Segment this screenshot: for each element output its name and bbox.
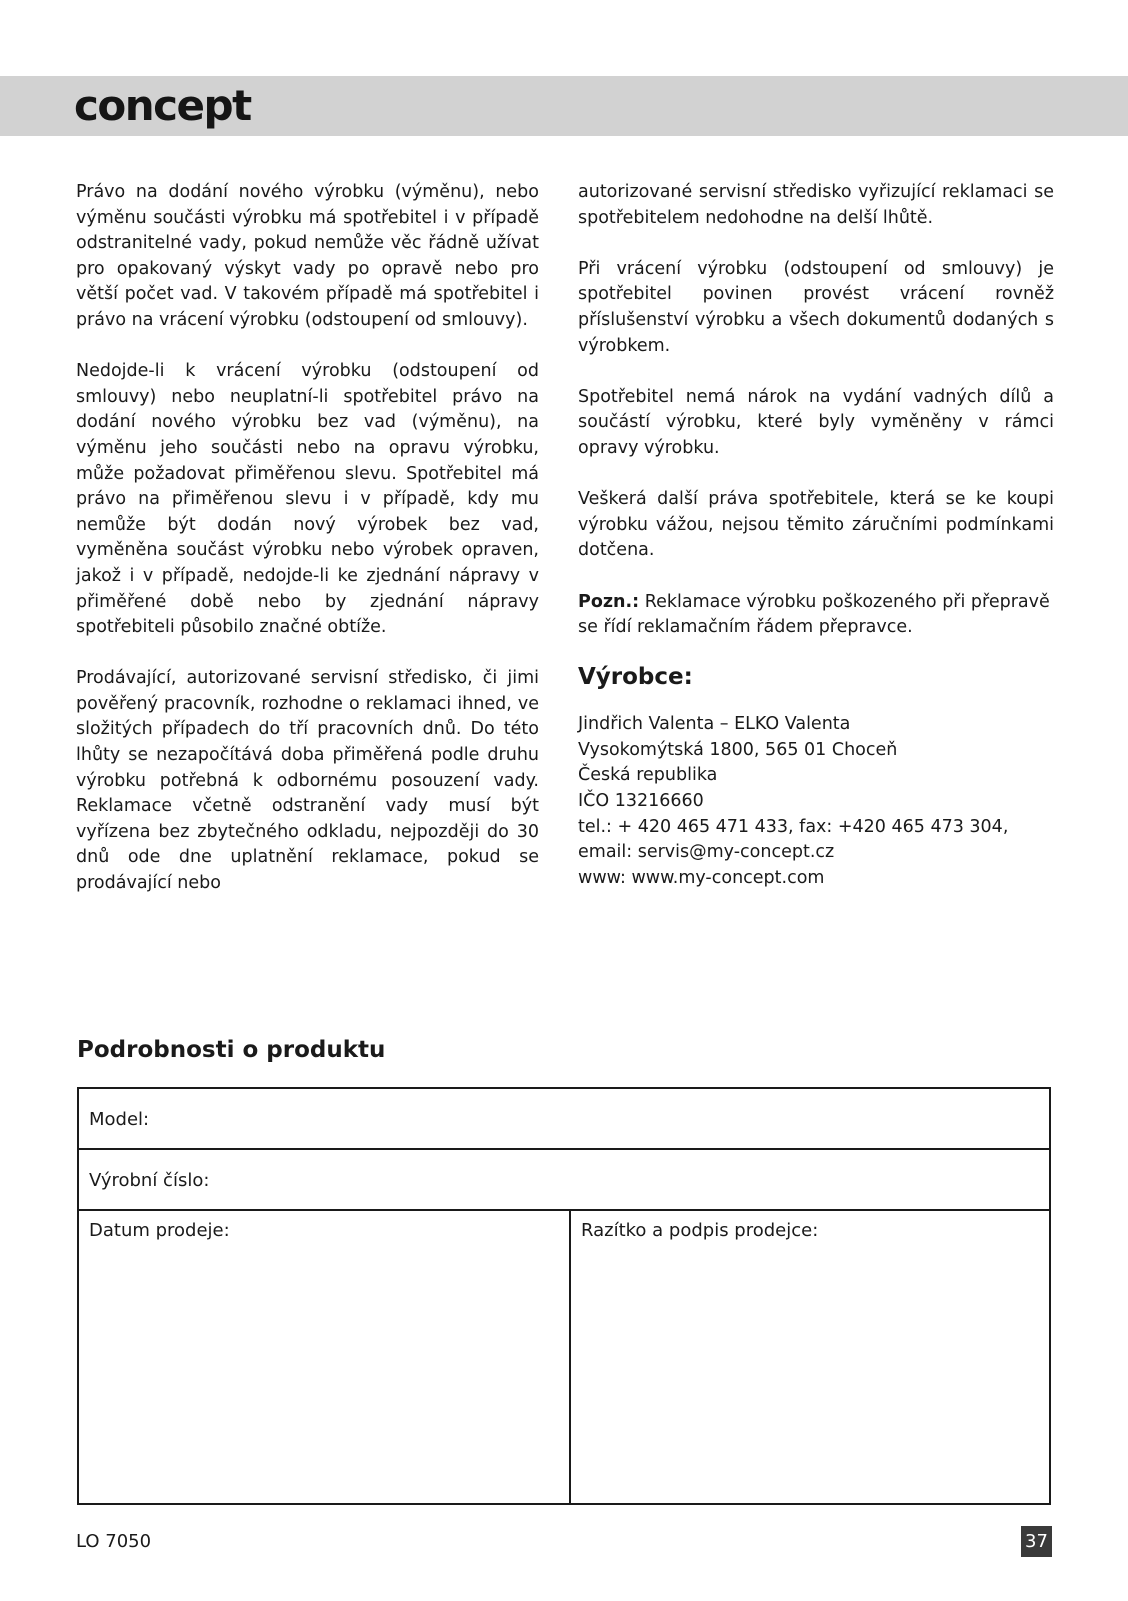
paragraph: autorizované servisní středisko vyřizující reklamaci se spotřebitelem nedohodne na delší lhůtě. <box>578 182 1054 228</box>
model-row <box>79 1089 1049 1150</box>
product-details-title: Podrobnosti o produktu <box>77 1037 386 1063</box>
product-details-table <box>77 1087 1051 1505</box>
right-column <box>578 180 1054 891</box>
note-paragraph <box>578 590 1054 641</box>
paragraph: Prodávající, autorizované servisní středisko, či jimi pověřený pracovník, rozhodne o reklamaci ihned, ve složitých případech do tří pracovních dnů. Do této lhůty se nezapočítává doba přiměřená podle druhu výrobku potřebná k odbornému posouzení vady. Reklamace včetně odstranění vady musí být vyřízena bez zbytečného odkladu, nejpozději do 30 dnů ode dne uplatnění reklamace, pokud se prodávající nebo <box>76 668 539 894</box>
serial-row <box>79 1150 1049 1211</box>
paragraph: Při vrácení výrobku (odstoupení od smlouvy) je spotřebitel povinen provést vrácení rovněž příslušenství výrobku a všech dokumentů dodaných s výrobkem. <box>578 258 1054 356</box>
stamp-signature-label: Razítko a podpis prodejce: <box>581 1220 819 1241</box>
address-line: tel.: + 420 465 471 433, fax: +420 465 473 304, <box>578 816 1009 837</box>
left-column <box>76 180 539 922</box>
paragraph: Spotřebitel nemá nárok na vydání vadných dílů a součástí výrobku, které byly vyměněny v rámci opravy výrobku. <box>578 386 1054 458</box>
address-line: email: servis@my-concept.cz <box>578 842 835 863</box>
note-label: Pozn.: <box>578 591 640 612</box>
concept-logo: concept <box>74 81 251 130</box>
address-line: IČO 13216660 <box>578 791 704 812</box>
address-line: Vysokomýtská 1800, 565 01 Choceň <box>578 739 898 760</box>
model-label: Model: <box>89 1109 150 1130</box>
address-line: Česká republika <box>578 765 718 786</box>
paragraph: Právo na dodání nového výrobku (výměnu), nebo výměnu součásti výrobku má spotřebitel i v případě odstranitelné vady, pokud nemůže věc řádně užívat pro opakovaný výskyt vady po opravě nebo pro větší počet vad. V takovém případě má spotřebitel i právo na vrácení výrobku (odstoupení od smlouvy). <box>76 182 539 330</box>
paragraph: Nedojde-li k vrácení výrobku (odstoupení od smlouvy) nebo neuplatní-li spotřebitel právo na dodání nového výrobku bez vad (výměnu), na výměnu jeho součásti nebo na opravu výrobku, může požadovat přiměřenou slevu. Spotřebitel má právo na přiměřenou slevu i v případě, kdy mu nemůže být dodán nový výrobek bez vad, vyměněna součást výrobku nebo výrobek opraven, jakož i v případě, nedojde-li ke zjednání nápravy v přiměřené době nebo by zjednání nápravy spotřebiteli působilo značné obtíže. <box>76 361 539 638</box>
sale-date-label: Datum prodeje: <box>89 1220 230 1241</box>
paragraph: Veškerá další práva spotřebitele, která se ke koupi výrobku vážou, nejsou těmito záručními podmínkami dotčena. <box>578 489 1054 561</box>
manufacturer-address <box>578 712 1054 891</box>
note-text: Reklamace výrobku poškozeného při přepravě se řídí reklamačním řádem přepravce. <box>578 591 1050 638</box>
address-line: Jindřich Valenta – ELKO Valenta <box>578 714 851 735</box>
address-line: www: www.my-concept.com <box>578 867 825 888</box>
stamp-signature-cell <box>571 1211 1049 1503</box>
manufacturer-heading: Výrobce: <box>578 664 693 691</box>
sale-date-cell <box>79 1211 571 1503</box>
serial-label: Výrobní číslo: <box>89 1170 210 1191</box>
footer-model: LO 7050 <box>76 1531 152 1552</box>
page-number: 37 <box>1021 1526 1052 1557</box>
